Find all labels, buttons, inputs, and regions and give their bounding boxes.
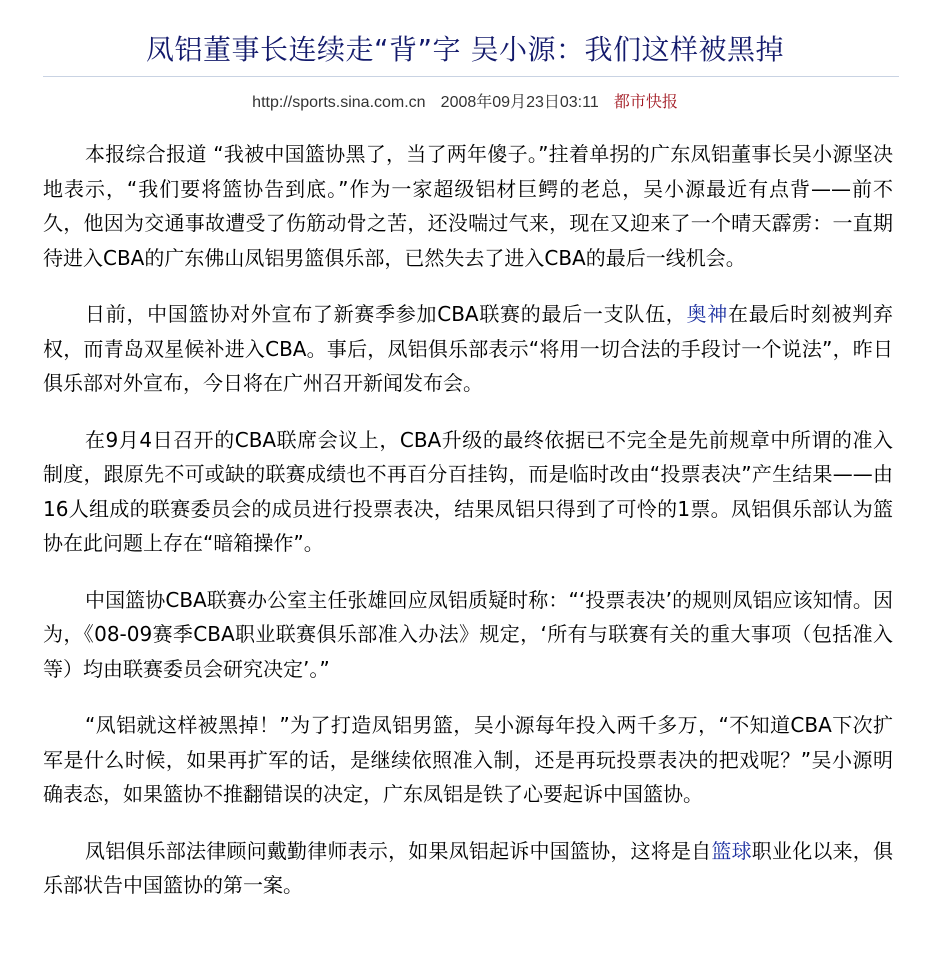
paragraph-6-text-a: 凤铝俱乐部法律顾问戴勤律师表示，如果凤铝起诉中国篮协，这将是自 [85,838,712,863]
basketball-link[interactable]: 篮球 [711,838,752,863]
aoshen-link[interactable]: 奥神 [686,302,728,326]
paragraph-2-text-a: 日前，中国篮协对外宣布了新赛季参加CBA联赛的最后一支队伍， [85,302,687,326]
paragraph-2-text-b: 在最后时刻被判弃权，而青岛双星候补进入CBA。事后，凤铝俱乐部表示“将用一切合法的手段讨一个说法”，昨日俱乐部对外宣布，今日将在广州召开新闻发布会。 [43,302,894,395]
source-link[interactable]: 都市快报 [613,92,678,111]
paragraph-4: 中国篮协CBA联赛办公室主任张雄回应凤铝质疑时称：“‘投票表决’的规则凤铝应该知情。因为，《08-09赛季CBA职业联赛俱乐部准入办法》规定，‘所有与联赛有关的重大事项（包括准入等）均由联赛委员会研究决定’。” [43,587,893,681]
paragraph-2 [43,297,893,401]
paragraph-1: 本报综合报道 “我被中国篮协黑了，当了两年傻子。”拄着单拐的广东凤铝董事长吴小源坚决地表示，“我们要将篮协告到底。”作为一家超级铝材巨鳄的老总，吴小源最近有点背——前不久，他因为交通事故遭受了伤筋动骨之苦，还没喘过气来，现在又迎来了一个晴天霹雳：一直期待进入CBA的广东佛山凤铝男篮俱乐部，已然失去了进入CBA的最后一线机会。 [43,142,893,270]
paragraph-6-text-b: 职业化以来，俱乐部状告中国篮协的第一案。 [43,838,894,897]
paragraph-5: “凤铝就这样被黑掉！”为了打造凤铝男篮，吴小源每年投入两千多万，“不知道CBA下次扩军是什么时候，如果再扩军的话，是继续依照准入制，还是再玩投票表决的把戏呢？”吴小源明确表态，如果篮协不推翻错误的决定，广东凤铝是铁了心要起诉中国篮协。 [43,713,893,806]
paragraph-6 [43,834,893,903]
article-body [43,137,893,925]
article-meta [0,90,930,115]
publish-datetime: 2008年09月23日03:11 [440,94,599,111]
title-divider [43,76,899,77]
source-url: http://sports.sina.com.cn [252,94,426,111]
paragraph-3: 在9月4日召开的CBA联席会议上，CBA升级的最终依据已不完全是先前规章中所谓的准入制度，跟原先不可或缺的联赛成绩也不再百分百挂钩，而是临时改由“投票表决”产生结果——由16人组成的联赛委员会的成员进行投票表决，结果凤铝只得到了可怜的1票。凤铝俱乐部认为篮协在此问题上存在“暗箱操作”。 [43,427,893,555]
article-title: 凤铝董事长连续走“背”字 吴小源：我们这样被黑掉 [146,33,784,66]
